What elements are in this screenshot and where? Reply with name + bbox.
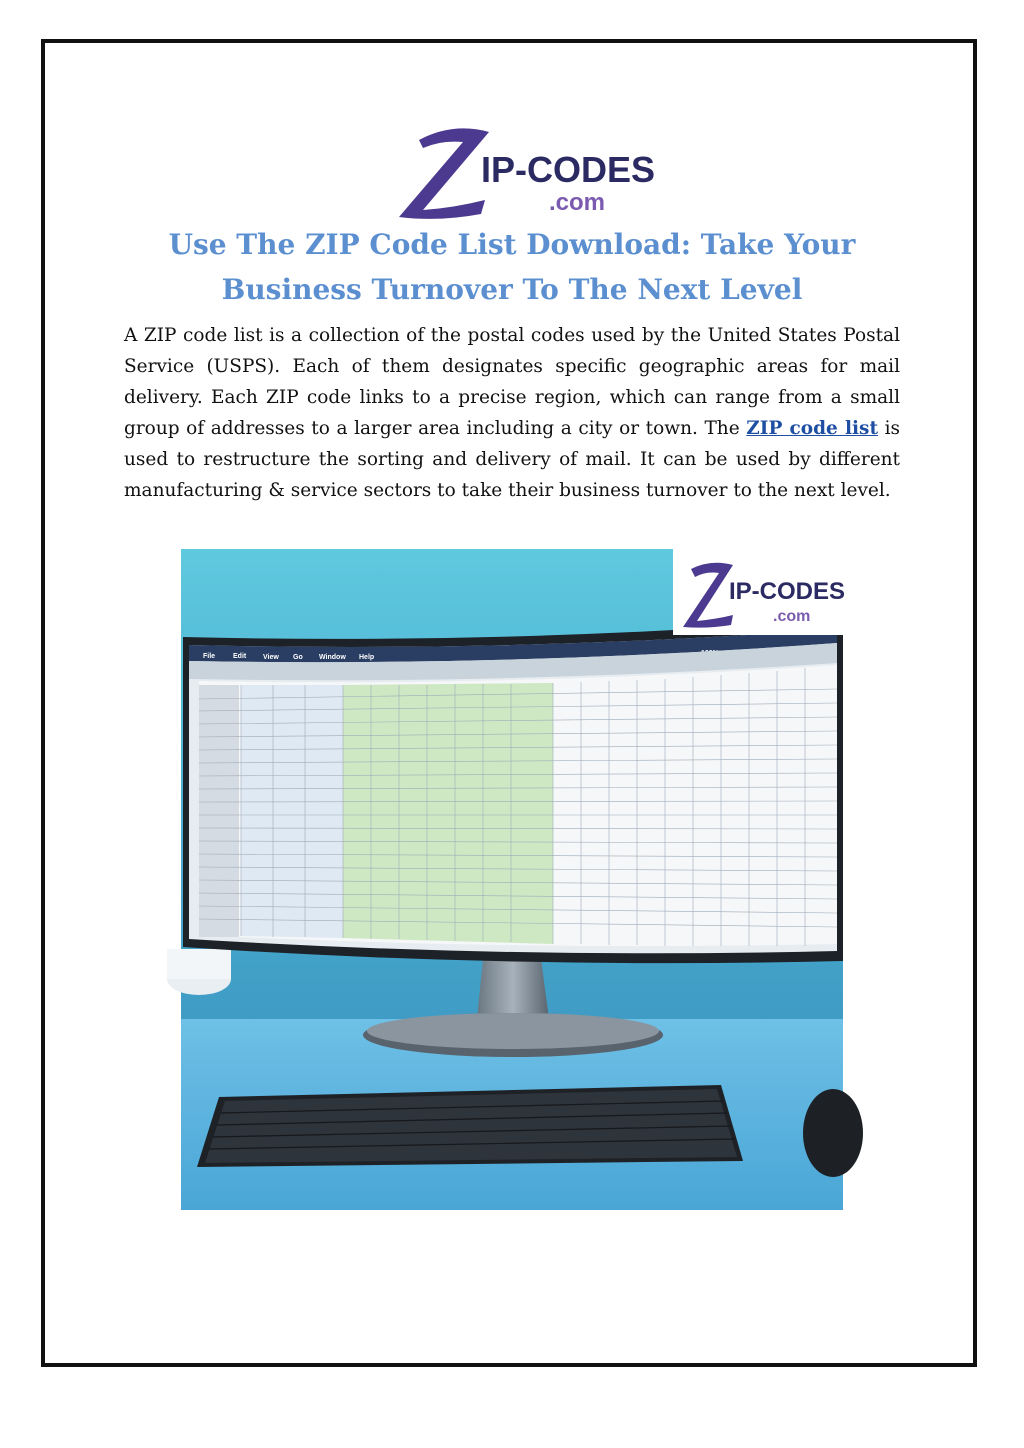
computer-monitor-photo <box>181 549 846 1210</box>
title-line-2: Business Turnover To The Next Level <box>221 273 803 306</box>
zip-codes-logo <box>393 122 656 220</box>
zip-code-list-link[interactable]: ZIP code list <box>746 418 878 439</box>
menu-file: File <box>203 653 216 660</box>
article-title <box>100 222 924 312</box>
paragraph-text-before-link: A ZIP code list is a collection of the postal codes used by the United States Postal Service (USPS). Each of them designates specific geographic areas for mail delivery. Each ZIP code links to a precise region, which can range from a small group of addresses to a larger area including a city or town. The <box>124 325 900 439</box>
title-line-1: Use The ZIP Code List Download: Take Your <box>168 228 856 261</box>
menu-view: View <box>263 654 279 661</box>
paragraph-text-after-link: is used to restructure the sorting and delivery of mail. It can be used by different manufacturing & service sectors to take their business turnover to the next level. <box>124 418 901 501</box>
article-paragraph <box>124 320 900 506</box>
photo-logo-com-text: .com <box>773 608 811 625</box>
logo-com-text: .com <box>549 189 606 216</box>
menu-edit: Edit <box>233 653 247 660</box>
logo-text: IP-CODES <box>481 149 656 190</box>
menu-help: Help <box>359 654 375 661</box>
menu-go: Go <box>293 654 303 661</box>
logo-z-icon <box>399 128 489 218</box>
photo-logo-text: IP-CODES <box>729 578 846 605</box>
menu-window: Window <box>319 654 346 661</box>
